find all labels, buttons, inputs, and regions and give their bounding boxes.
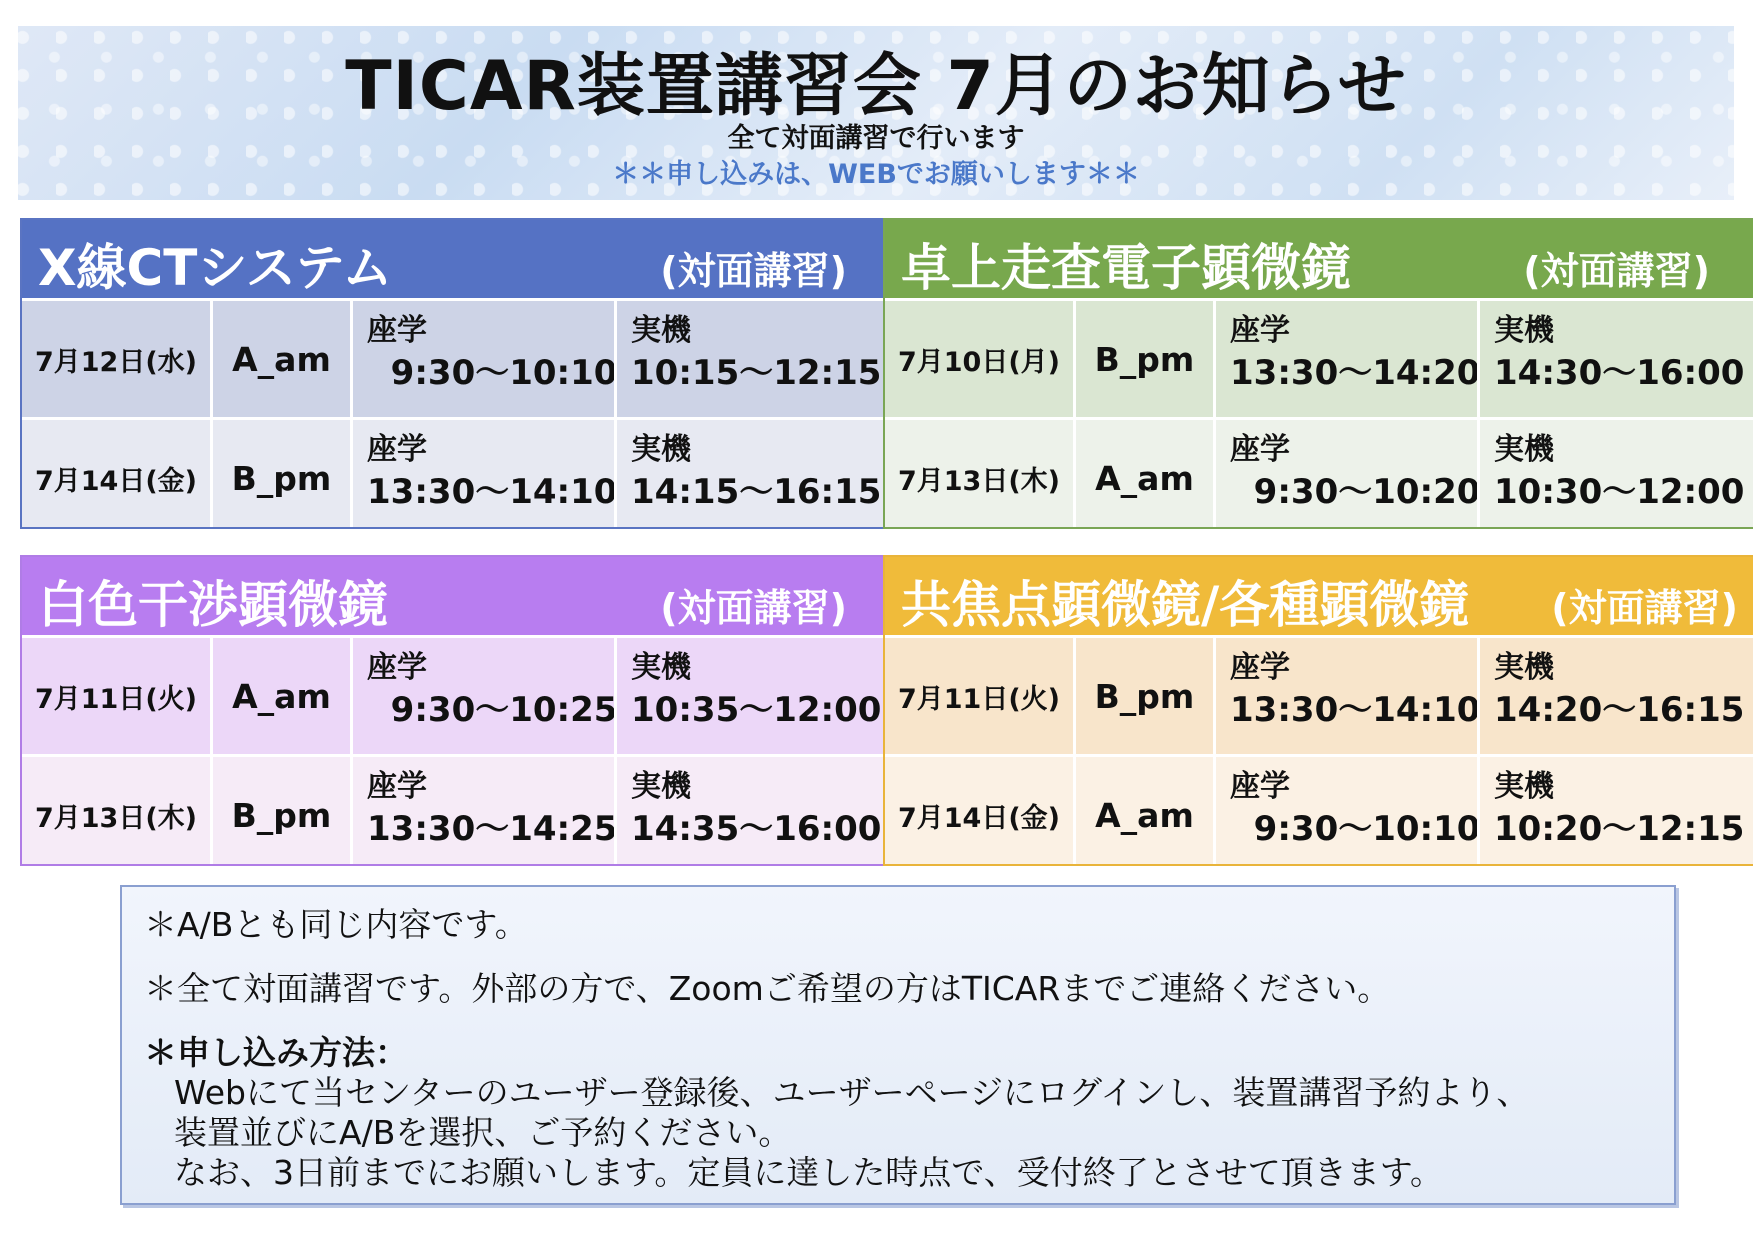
note-application-heading: ＊申し込み方法：	[144, 1033, 408, 1072]
panel-title: 白色干渉顕微鏡	[38, 576, 388, 634]
practice-cell	[614, 301, 903, 417]
page-title: TICAR装置講習会 7月のお知らせ	[345, 47, 1407, 126]
session-date: 7月12日(水)	[34, 346, 198, 378]
panel-xray-ct	[20, 218, 905, 529]
practice-label: 実機	[631, 650, 691, 685]
practice-time: 10:20〜12:15	[1494, 809, 1745, 849]
practice-time: 14:15〜16:15	[631, 472, 882, 512]
panel-white-light-interferometer	[20, 555, 905, 866]
session-date: 7月13日(木)	[34, 802, 198, 834]
panel-title: 卓上走査電子顕微鏡	[901, 239, 1351, 297]
practice-label: 実機	[631, 432, 691, 467]
lecture-label: 座学	[367, 432, 427, 467]
lecture-cell	[350, 638, 618, 754]
lecture-cell	[350, 301, 618, 417]
lecture-cell	[350, 757, 618, 866]
schedule-row	[22, 298, 903, 417]
lecture-label: 座学	[367, 769, 427, 804]
practice-cell	[1477, 301, 1753, 417]
lecture-time: 9:30〜10:20	[1230, 472, 1481, 512]
panel-tag: (対面講習)	[1523, 249, 1710, 293]
note-in-person-zoom: ＊全て対面講習です。外部の方で、Zoomご希望の方はTICARまでご連絡ください。	[144, 969, 1391, 1008]
header-banner	[18, 26, 1734, 200]
session-date: 7月13日(木)	[897, 465, 1061, 497]
lecture-label: 座学	[367, 313, 427, 348]
lecture-label: 座学	[1230, 650, 1290, 685]
lecture-time: 9:30〜10:10	[1230, 809, 1481, 849]
session-slot: A_am	[210, 301, 350, 417]
lecture-cell	[1213, 301, 1481, 417]
practice-label: 実機	[1494, 313, 1554, 348]
lecture-label: 座学	[1230, 432, 1290, 467]
practice-cell	[614, 757, 903, 866]
panel-tag: (対面講習)	[660, 586, 847, 630]
session-slot: A_am	[210, 638, 350, 754]
panel-header	[885, 220, 1753, 298]
practice-time: 14:35〜16:00	[631, 809, 882, 849]
practice-label: 実機	[631, 769, 691, 804]
practice-time: 10:15〜12:15	[631, 353, 882, 393]
practice-cell	[614, 638, 903, 754]
lecture-time: 13:30〜14:25	[367, 809, 618, 849]
panel-title: X線CTシステム	[38, 239, 393, 297]
lecture-cell	[1213, 638, 1481, 754]
session-slot: A_am	[1073, 757, 1213, 866]
practice-time: 14:30〜16:00	[1494, 353, 1745, 393]
lecture-label: 座学	[367, 650, 427, 685]
session-date: 7月11日(火)	[897, 683, 1061, 715]
lecture-time: 9:30〜10:25	[367, 690, 618, 730]
panel-tag: (対面講習)	[660, 249, 847, 293]
lecture-label: 座学	[1230, 313, 1290, 348]
practice-time: 10:35〜12:00	[631, 690, 882, 730]
lecture-cell	[1213, 420, 1481, 529]
schedule-row	[22, 417, 903, 529]
note-application-step2: 装置並びにA/Bを選択、ご予約ください。	[174, 1113, 792, 1152]
practice-time: 14:20〜16:15	[1494, 690, 1745, 730]
application-notice: ＊＊申し込みは、WEBでお願いします＊＊	[612, 159, 1140, 190]
schedule-row	[885, 417, 1753, 529]
practice-cell	[614, 420, 903, 529]
session-slot: A_am	[1073, 420, 1213, 529]
notes-box	[120, 885, 1676, 1205]
session-slot: B_pm	[1073, 301, 1213, 417]
panel-header	[22, 557, 903, 635]
lecture-time: 13:30〜14:10	[367, 472, 618, 512]
lecture-time: 13:30〜14:10	[1230, 690, 1481, 730]
schedule-row	[885, 754, 1753, 866]
schedule-row	[885, 635, 1753, 754]
session-date: 7月14日(金)	[897, 802, 1061, 834]
note-same-content: ＊A/Bとも同じ内容です。	[144, 905, 528, 944]
session-slot: B_pm	[210, 757, 350, 866]
panel-tabletop-sem	[883, 218, 1753, 529]
lecture-cell	[350, 420, 618, 529]
session-date: 7月11日(火)	[34, 683, 198, 715]
schedule-row	[22, 754, 903, 866]
schedule-row	[22, 635, 903, 754]
panel-title: 共焦点顕微鏡/各種顕微鏡	[901, 576, 1470, 634]
note-deadline: なお、3日前までにお願いします。定員に達した時点で、受付終了とさせて頂きます。	[174, 1153, 1444, 1192]
panel-confocal-microscope	[883, 555, 1753, 866]
practice-cell	[1477, 420, 1753, 529]
practice-label: 実機	[1494, 432, 1554, 467]
session-slot: B_pm	[210, 420, 350, 529]
practice-time: 10:30〜12:00	[1494, 472, 1745, 512]
practice-label: 実機	[631, 313, 691, 348]
practice-cell	[1477, 757, 1753, 866]
practice-label: 実機	[1494, 650, 1554, 685]
session-date: 7月14日(金)	[34, 465, 198, 497]
practice-cell	[1477, 638, 1753, 754]
session-date: 7月10日(月)	[897, 346, 1061, 378]
session-slot: B_pm	[1073, 638, 1213, 754]
lecture-label: 座学	[1230, 769, 1290, 804]
lecture-cell	[1213, 757, 1481, 866]
lecture-time: 9:30〜10:10	[367, 353, 618, 393]
page-subtitle: 全て対面講習で行います	[727, 123, 1025, 154]
panel-tag: (対面講習)	[1551, 586, 1738, 630]
practice-label: 実機	[1494, 769, 1554, 804]
schedule-row	[885, 298, 1753, 417]
note-application-step1: Webにて当センターのユーザー登録後、ユーザーページにログインし、装置講習予約より、	[174, 1073, 1530, 1112]
lecture-time: 13:30〜14:20	[1230, 353, 1481, 393]
panel-header	[885, 557, 1753, 635]
panel-header	[22, 220, 903, 298]
